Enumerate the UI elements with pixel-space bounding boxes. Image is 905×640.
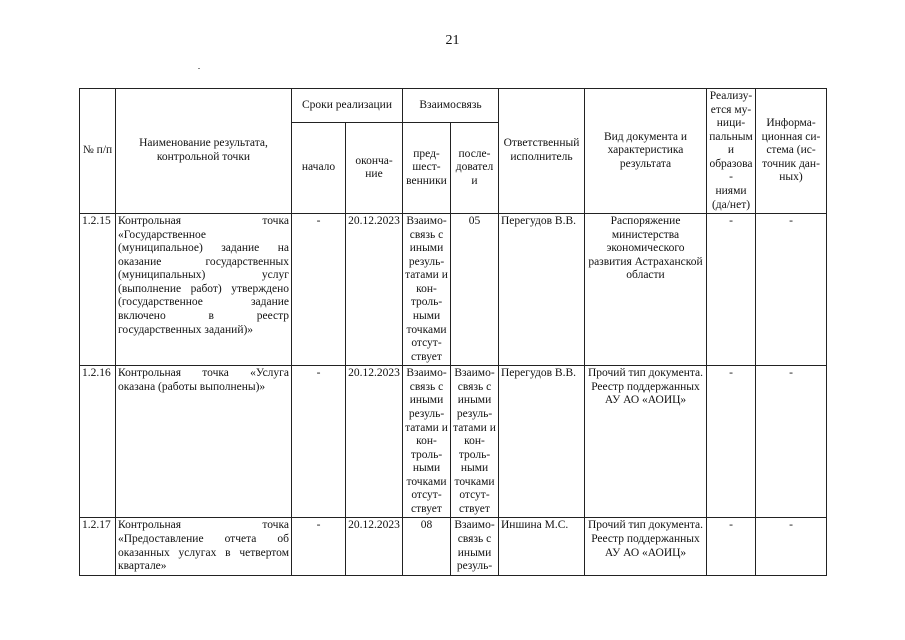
row-doc-type — [585, 518, 707, 576]
row-doc-type: Распоряжение министерства экономического развития Астраханской области — [585, 214, 707, 366]
page-number: 21 — [445, 33, 460, 48]
row-predecessors — [403, 518, 451, 576]
row-responsible: Перегудов В.В. — [499, 214, 585, 366]
row-info-system-text: - — [789, 519, 793, 532]
header-name: Наименование результата, контрольной точки — [116, 89, 292, 214]
row-end — [346, 518, 403, 576]
scan-speck — [198, 68, 200, 69]
row-end: 20.12.2023 — [346, 214, 403, 366]
row-successors: Взаимо- связь с иными резуль- татами и кон- троль- ными точками отсут- ствует — [451, 366, 499, 518]
row-num — [80, 518, 116, 576]
table-row — [80, 366, 827, 518]
row-responsible — [499, 518, 585, 576]
header-num: № п/п — [80, 89, 116, 214]
row-municipal: - — [707, 214, 756, 366]
row-num-text: 1.2.17 — [82, 519, 111, 532]
row-municipal-text: - — [729, 519, 733, 532]
header-deadlines: Сроки реализации — [292, 89, 403, 123]
row-num: 1.2.15 — [80, 214, 116, 366]
row-name: Контрольная точка «Услуга оказана (работы выполнены)» — [116, 366, 292, 518]
row-predecessors-text: 08 — [420, 519, 433, 532]
header-doc-type: Вид документа и характеристика результата — [585, 89, 707, 214]
row-successors: 05 — [451, 214, 499, 366]
header-successors: после- дователи — [451, 123, 499, 214]
row-info-system: - — [756, 214, 827, 366]
row-info-system — [756, 518, 827, 576]
row-end: 20.12.2023 — [346, 366, 403, 518]
table-row — [80, 518, 827, 576]
row-end-text: 20.12.2023 — [348, 519, 400, 532]
row-name-text: Контрольная точка «Предоставление отчета об оказанных услугах в четвертом квартале» — [118, 519, 289, 573]
row-name — [116, 518, 292, 576]
header-responsible: Ответственный исполнитель — [499, 89, 585, 214]
row-name: Контрольная точка «Государственное (муниципальное) задание на оказание государственных (муниципальных) услуг (выполнение работ) утверждено (государственное задание включено в реестр государственных заданий)» — [116, 214, 292, 366]
header-end: оконча- ние — [346, 123, 403, 214]
row-start: - — [292, 214, 346, 366]
row-predecessors: Взаимо- связь с иными резуль- татами и кон- троль- ными точками отсут- ствует — [403, 366, 451, 518]
row-responsible: Перегудов В.В. — [499, 366, 585, 518]
header-info-system: Информа- ционная си- стема (ис- точник дан- ных) — [756, 89, 827, 214]
row-info-system: - — [756, 366, 827, 518]
row-predecessors: Взаимо- связь с иными резуль- татами и кон- троль- ными точками отсут- ствует — [403, 214, 451, 366]
header-municipal: Реализу- ется му- ници- пальными образова- ниями (да/нет) — [707, 89, 756, 214]
row-doc-type: Прочий тип документа. Реестр поддержанных АУ АО «АОИЦ» — [585, 366, 707, 518]
row-start — [292, 518, 346, 576]
table-header-row-1 — [80, 89, 827, 123]
row-municipal — [707, 518, 756, 576]
row-start: - — [292, 366, 346, 518]
row-start-text: - — [316, 519, 321, 532]
row-num: 1.2.16 — [80, 366, 116, 518]
row-successors-text: Взаимо- связь с иными резуль- — [454, 519, 495, 573]
header-relation: Взаимосвязь — [403, 89, 499, 123]
implementation-plan-table — [79, 88, 827, 576]
row-responsible-text: Иншина М.С. — [501, 519, 569, 532]
header-start: начало — [292, 123, 346, 214]
row-municipal: - — [707, 366, 756, 518]
table-row — [80, 214, 827, 366]
header-predecessors: пред- шест- венники — [403, 123, 451, 214]
row-doc-type-text: Прочий тип документа. Реестр поддержанных АУ АО «АОИЦ» — [588, 519, 703, 559]
row-successors — [451, 518, 499, 576]
